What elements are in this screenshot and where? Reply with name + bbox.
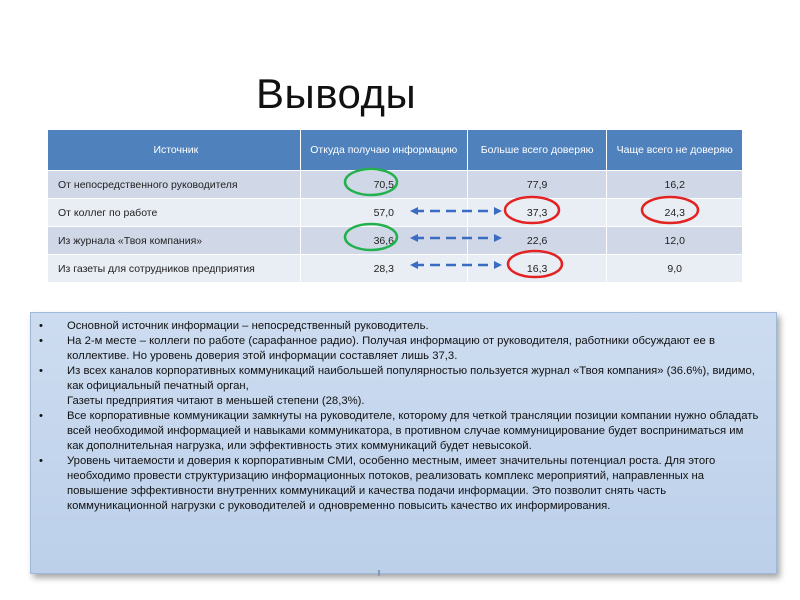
red-circle-annotation bbox=[505, 197, 559, 223]
page-title: Выводы bbox=[256, 70, 417, 117]
conclusion-item: Газеты предприятия читают в меньшей степени (28,3%). bbox=[67, 395, 365, 407]
cell-distrust: 9,0 bbox=[607, 254, 742, 282]
cell-trust: 37,3 bbox=[468, 198, 608, 226]
header-distrust-often: Чаще всего не доверяю bbox=[607, 130, 742, 170]
cell-distrust: 16,2 bbox=[607, 170, 742, 198]
green-circle-annotation bbox=[345, 169, 397, 195]
cell-get-info: 28,3 bbox=[301, 254, 468, 282]
cell-trust: 16,3 bbox=[468, 254, 608, 282]
row-source: Из газеты для сотрудников предприятия bbox=[48, 254, 301, 282]
header-get-info-from: Откуда получаю информацию bbox=[301, 130, 468, 170]
header-source: Источник bbox=[48, 130, 301, 170]
cell-trust: 77,9 bbox=[468, 170, 608, 198]
row-source: Из журнала «Твоя компания» bbox=[48, 226, 301, 254]
cell-distrust: 12,0 bbox=[607, 226, 742, 254]
cell-distrust: 24,3 bbox=[607, 198, 742, 226]
slide-marker bbox=[378, 570, 380, 576]
cell-trust: 22,6 bbox=[468, 226, 608, 254]
conclusion-item: • Уровень читаемости и доверия к корпоративным СМИ, особенно местным, имеет значительны потенциал роста. Для этого необходимо провести структуризацию информационных потоков, реализовать комплекс мероприятий, направленных на повышение эффективности внутренних коммуникаций и качества подачи информации. Это позволит снять часть коммуникационной нагрузки с руководителей и одновременно повысить качество их информирования. bbox=[37, 454, 762, 514]
cell-get-info: 70,5 bbox=[301, 170, 468, 198]
conclusion-item: • Все корпоративные коммуникации замкнуты на руководителе, которому для четкой трансляции позиции компании нужно обладать всей необходимой информацией и навыками коммуникатора, в противном случае коммуницирование будет восприниматься им как дополнительная нагрузка, или эффективность этих коммуникаций будет невысокой. bbox=[37, 409, 762, 454]
conclusion-item: • Основной источник информации – непосредственный руководитель. bbox=[37, 319, 762, 334]
conclusion-item: • На 2-м месте – коллеги по работе (сарафанное радио). Получая информацию от руководителя, работники обсуждают ее в коллективе. Но уровень доверия этой информации составляет лишь 37,3. bbox=[37, 334, 762, 364]
cell-get-info: 57,0 bbox=[301, 198, 468, 226]
conclusions-list bbox=[37, 319, 762, 514]
red-circle-annotation bbox=[642, 197, 698, 223]
green-circle-annotation bbox=[345, 224, 397, 250]
conclusion-item: • Из всех каналов корпоративных коммуникаций наибольшей популярностью пользуется журнал «Твоя компания» (36.6%), видимо, как официальный печатный орган, bbox=[37, 364, 762, 394]
row-source: От непосредственного руководителя bbox=[48, 170, 301, 198]
conclusions-box bbox=[30, 312, 777, 574]
header-trust-most: Больше всего доверяю bbox=[468, 130, 608, 170]
cell-get-info: 36,6 bbox=[301, 226, 468, 254]
row-source: От коллег по работе bbox=[48, 198, 301, 226]
red-circle-annotation bbox=[508, 251, 562, 277]
